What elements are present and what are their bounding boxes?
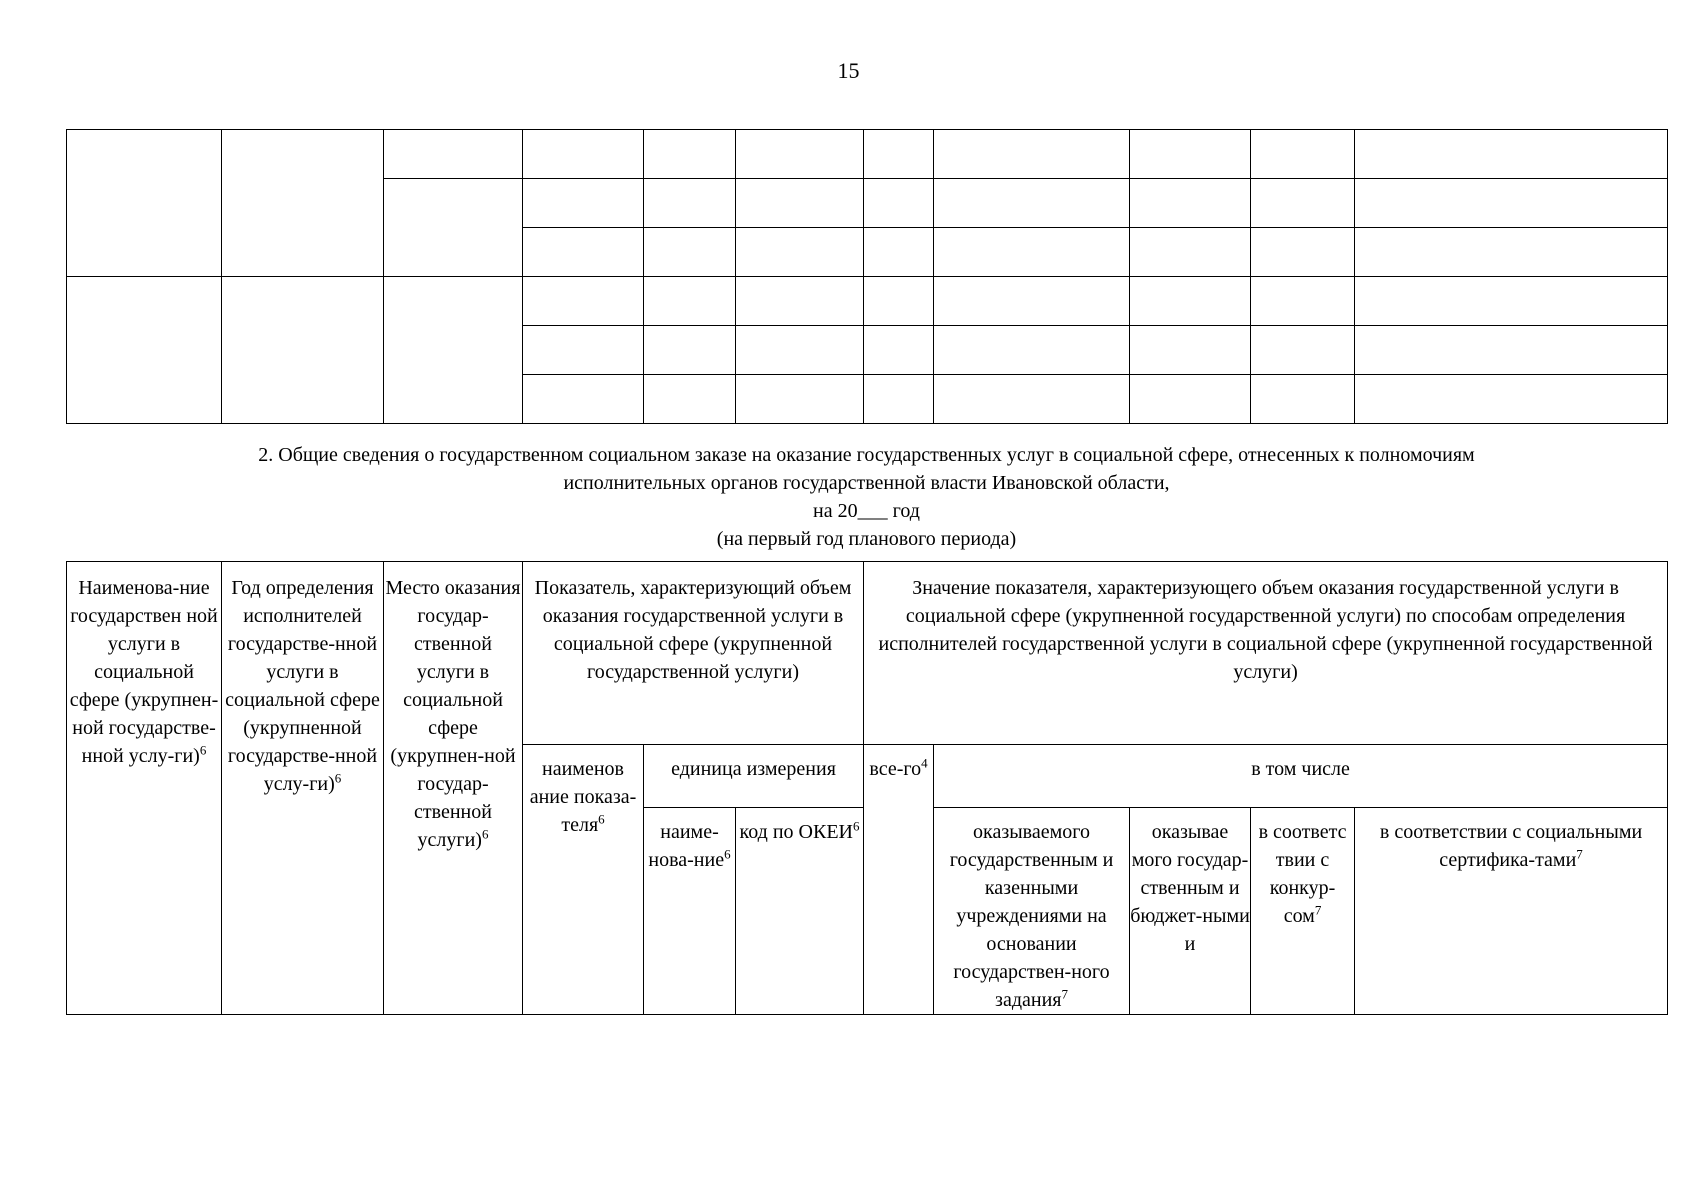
table-cell bbox=[934, 179, 1130, 228]
header-autonomous: оказывае мого государ-ственным и бюджет-ными и bbox=[1130, 808, 1251, 1015]
table-cell bbox=[1130, 277, 1251, 326]
table-cell bbox=[644, 179, 736, 228]
table-cell bbox=[644, 228, 736, 277]
table-cell bbox=[736, 179, 864, 228]
table-cell bbox=[934, 277, 1130, 326]
footnote-mark: 7 bbox=[1061, 986, 1068, 1002]
table-cell bbox=[384, 179, 523, 277]
table-row bbox=[67, 130, 1668, 179]
table-cell bbox=[1355, 179, 1668, 228]
table-cell bbox=[1355, 326, 1668, 375]
section-heading-line: (на первый год планового периода) bbox=[716, 528, 1017, 550]
table-cell bbox=[864, 326, 934, 375]
header-indicator-name: наименов ание показа-теля$^6$ bbox=[523, 745, 644, 1015]
table-cell bbox=[864, 277, 934, 326]
table-cell bbox=[1251, 277, 1355, 326]
table-cell bbox=[644, 326, 736, 375]
footnote-mark: 6 bbox=[598, 811, 605, 827]
header-place: Место оказания государ-ственной услуги в социальной сфере (укрупнен-ной государ-ственной услуги)$^6$ bbox=[384, 562, 523, 1015]
table-cell bbox=[644, 277, 736, 326]
table-cell bbox=[644, 130, 736, 179]
footnote-mark: 7 bbox=[1576, 846, 1583, 862]
header-year: Год определения исполнителей государстве-нной услуги в социальной сфере (укрупненной государстве-нной услу-ги)$^6$ bbox=[222, 562, 384, 1015]
table-row bbox=[67, 277, 1668, 326]
table-cell bbox=[1251, 326, 1355, 375]
table-cell bbox=[1130, 375, 1251, 424]
section-heading-line: на 20___ год bbox=[813, 500, 920, 522]
header-unit-code: код по ОКЕИ$^6$ bbox=[736, 808, 864, 1015]
section-heading-line: исполнительных органов государственной власти Ивановской области, bbox=[563, 472, 1170, 494]
header-indicator-group: Показатель, характеризующий объем оказания государственной услуги в социальной сфере (укрупненной государственной услуги) bbox=[523, 562, 864, 745]
header-unit-name: наиме-нова-ние$^6$ bbox=[644, 808, 736, 1015]
table-cell bbox=[736, 277, 864, 326]
header-state-task: оказываемого государственным и казенными учреждениями на основании государствен-ного задания$^7$ bbox=[934, 808, 1130, 1015]
table-cell bbox=[934, 326, 1130, 375]
table-cell bbox=[1251, 228, 1355, 277]
table-cell bbox=[384, 277, 523, 424]
table-cell bbox=[384, 130, 523, 179]
table-cell bbox=[523, 375, 644, 424]
header-unit-group: единица измерения bbox=[644, 745, 864, 808]
table-cell bbox=[934, 130, 1130, 179]
table-cell bbox=[523, 326, 644, 375]
table-cell bbox=[1355, 375, 1668, 424]
table-cell bbox=[1355, 228, 1668, 277]
footnote-mark: 7 bbox=[1314, 902, 1322, 918]
table-cell bbox=[736, 326, 864, 375]
header-certificates: в соответствии с социальными сертифика-тами$^7$ bbox=[1355, 808, 1668, 1015]
header-competition: в соответс твии с конкур-сом$^7$ bbox=[1251, 808, 1355, 1015]
section-heading bbox=[66, 441, 1667, 553]
table-cell bbox=[644, 375, 736, 424]
table-cell bbox=[222, 277, 384, 424]
header-including: в том числе bbox=[934, 745, 1668, 808]
footnote-mark: 6 bbox=[199, 742, 207, 758]
header-service-name: Наименова-ние государствен ной услуги в социальной сфере (укрупнен-ной государстве-нной услу-ги)$^6$ bbox=[67, 562, 222, 1015]
table-cell bbox=[1130, 228, 1251, 277]
table-cell bbox=[736, 375, 864, 424]
table-cell bbox=[1355, 130, 1668, 179]
footnote-mark: 6 bbox=[334, 770, 342, 786]
table-cell bbox=[523, 130, 644, 179]
section-heading-line: 2. Общие сведения о государственном социальном заказе на оказание государственных услуг в социальной сфере, отнесенных к полномочиям bbox=[258, 444, 1475, 466]
table-cell bbox=[1251, 375, 1355, 424]
header-row bbox=[67, 562, 1668, 745]
table-cell bbox=[864, 375, 934, 424]
header-total: все-$го^4$ bbox=[864, 745, 934, 1015]
table-cell bbox=[1251, 179, 1355, 228]
footnote-mark: 6 bbox=[724, 846, 731, 862]
footnote-mark: 6 bbox=[852, 818, 860, 834]
order-header-table bbox=[66, 561, 1668, 1015]
table-cell bbox=[864, 228, 934, 277]
table-cell bbox=[934, 228, 1130, 277]
footnote-mark: 6 bbox=[481, 826, 489, 842]
table-cell bbox=[864, 179, 934, 228]
table-cell bbox=[1251, 130, 1355, 179]
table-cell bbox=[67, 130, 222, 277]
continuation-table bbox=[66, 129, 1668, 424]
table-cell bbox=[736, 228, 864, 277]
table-cell bbox=[523, 277, 644, 326]
table-cell bbox=[222, 130, 384, 277]
table-cell bbox=[934, 375, 1130, 424]
table-cell bbox=[1355, 277, 1668, 326]
table-cell bbox=[523, 228, 644, 277]
table-cell bbox=[1130, 326, 1251, 375]
table-cell bbox=[864, 130, 934, 179]
footnote-mark: 4 bbox=[921, 755, 928, 771]
table-cell bbox=[1130, 179, 1251, 228]
table-cell bbox=[523, 179, 644, 228]
table-cell bbox=[67, 277, 222, 424]
table-cell bbox=[1130, 130, 1251, 179]
page-number: 15 bbox=[837, 58, 860, 83]
header-value-group: Значение показателя, характеризующего объем оказания государственной услуги в социальной сфере (укрупненной государственной услуги) по способам определения исполнителей государственной услуги в социальной сфере (укрупненной государственной услуги) bbox=[864, 562, 1668, 745]
table-cell bbox=[736, 130, 864, 179]
